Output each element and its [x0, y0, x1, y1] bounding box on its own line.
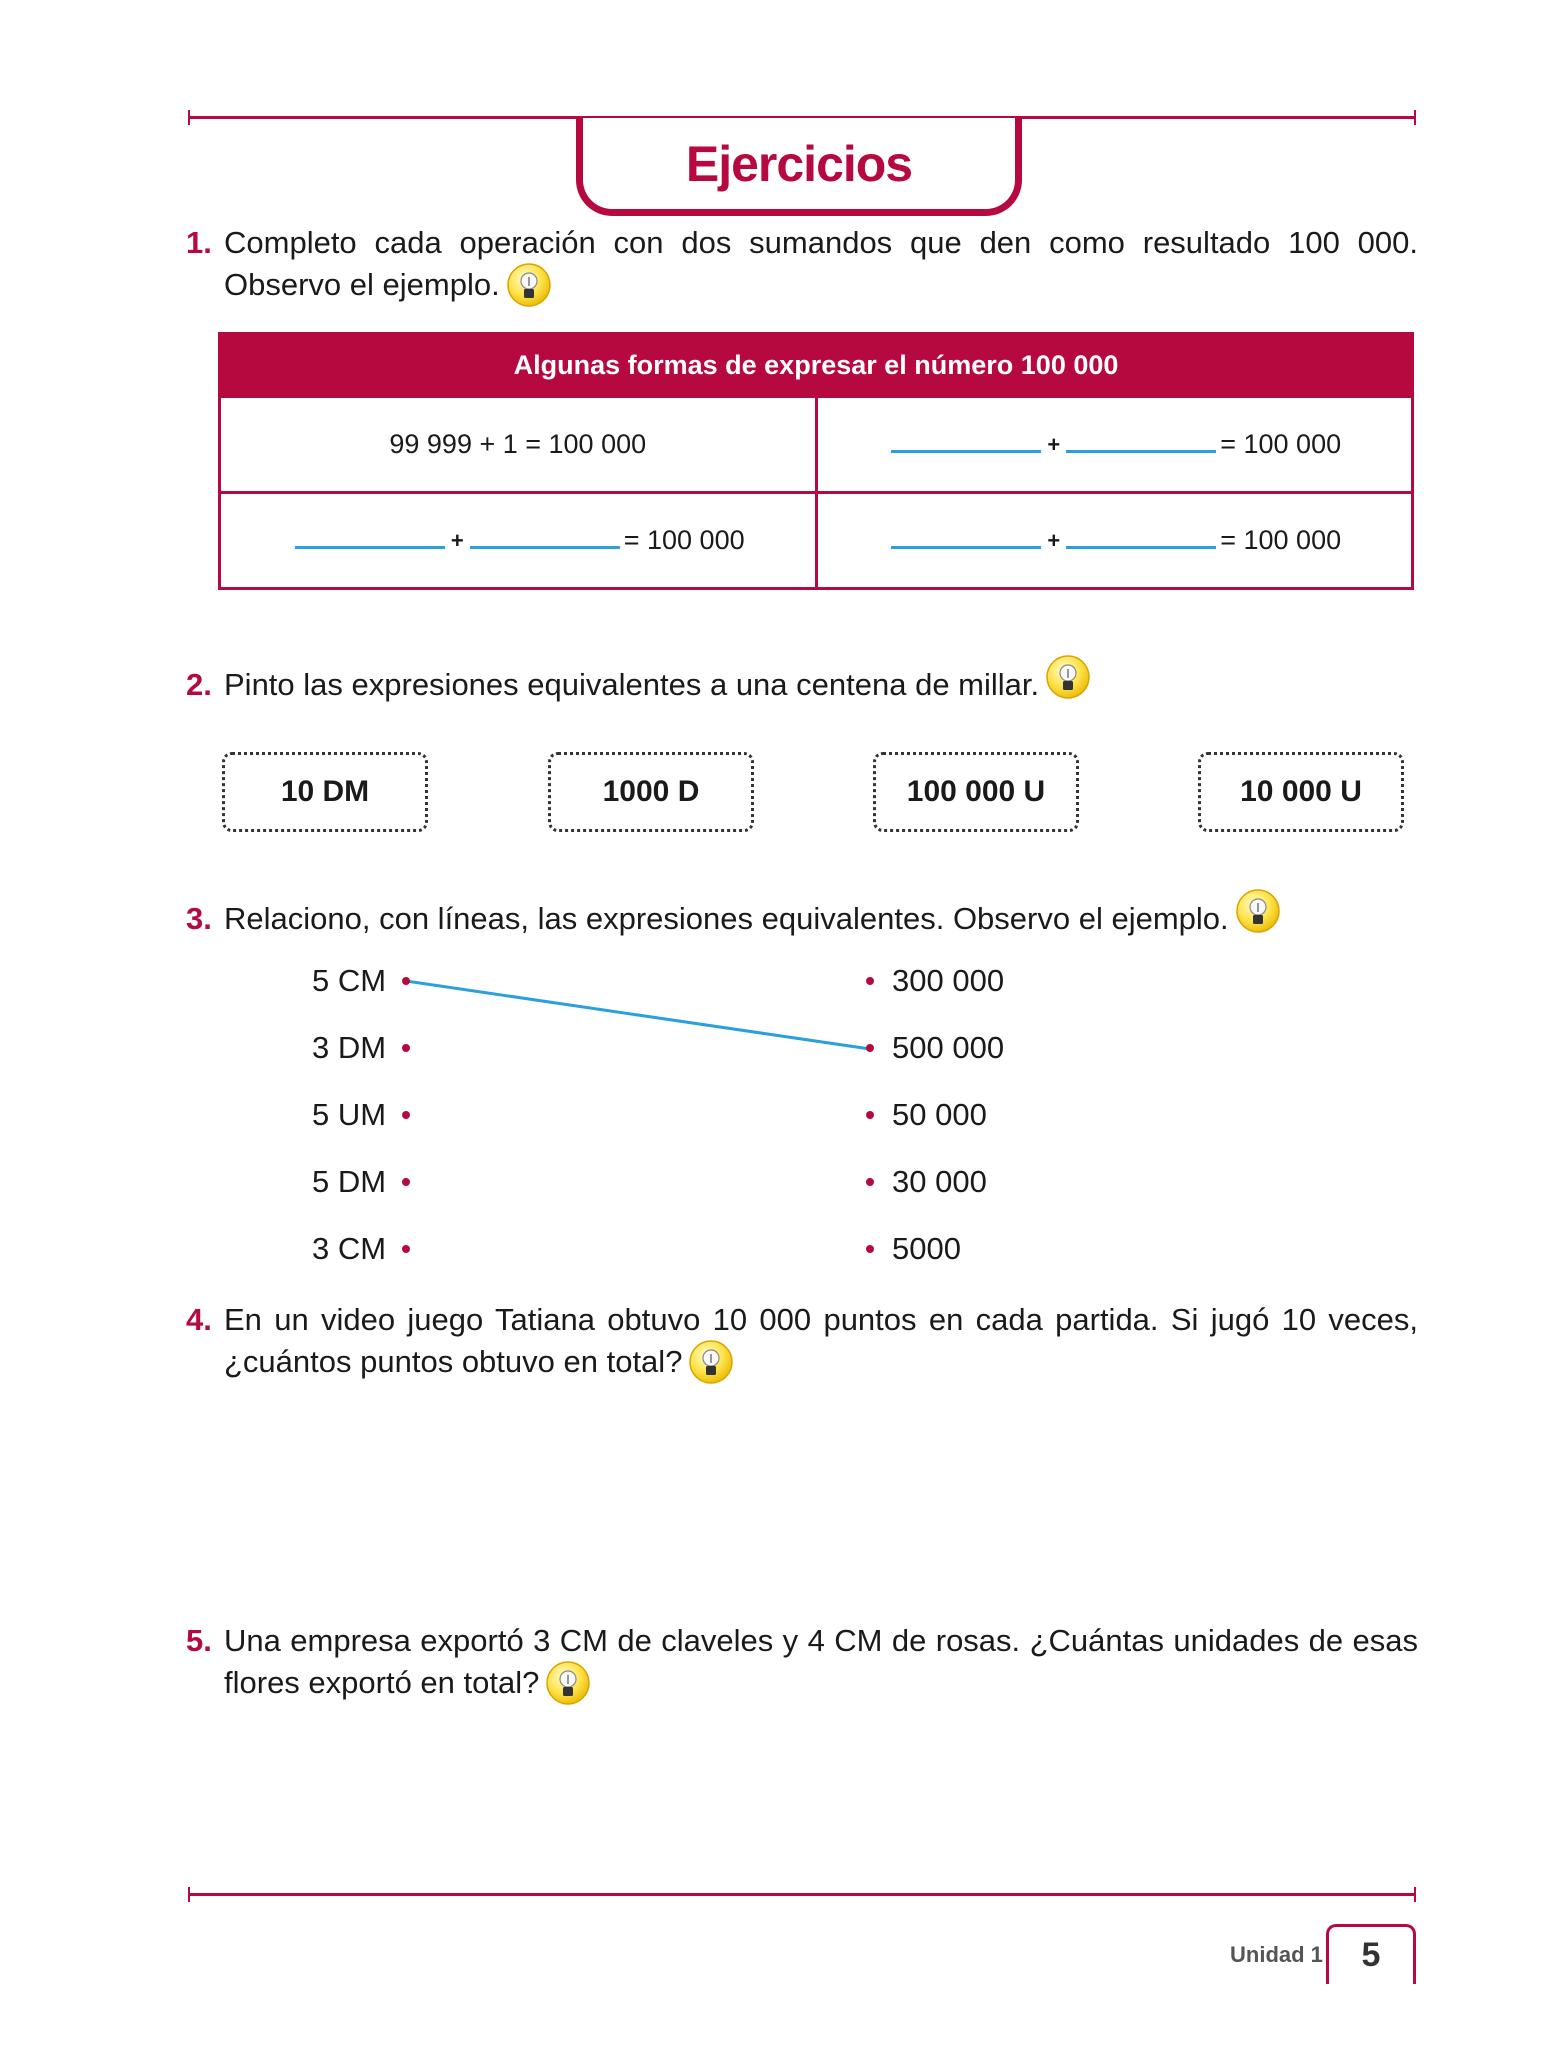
- bottom-rule: [188, 1893, 1416, 1896]
- left-expression: 5 UM: [312, 1097, 387, 1132]
- exercise-number: 5.: [186, 1623, 212, 1658]
- left-expression: 3 CM: [312, 1231, 387, 1266]
- left-dot[interactable]: [402, 1111, 410, 1119]
- page-title: Ejercicios: [685, 135, 913, 192]
- right-dot[interactable]: [866, 977, 874, 985]
- expression-chip[interactable]: 100 000 U: [873, 752, 1079, 832]
- exercise-text: Relaciono, con líneas, las expresiones equivalentes. Observo el ejemplo.: [224, 901, 1229, 937]
- answer-area[interactable]: [224, 1400, 1414, 1590]
- exercise-text: Una empresa exportó 3 CM de claveles y 4 CM de rosas. ¿Cuántas unidades de esas flores exportó en total?: [224, 1623, 1418, 1701]
- table-cell: + = 100 000: [815, 494, 1412, 587]
- left-dot[interactable]: [402, 1044, 410, 1052]
- example-match-line: [406, 981, 870, 1049]
- right-dot[interactable]: [866, 1245, 874, 1253]
- exercise-number: 1.: [186, 225, 212, 260]
- right-expression: 300 000: [892, 963, 1005, 998]
- exercise-number: 3.: [186, 901, 212, 936]
- right-dot[interactable]: [866, 1178, 874, 1186]
- right-expression: 5000: [892, 1231, 961, 1266]
- right-expression: 30 000: [892, 1164, 987, 1199]
- right-expression: 500 000: [892, 1030, 1005, 1065]
- right-dot[interactable]: [866, 1111, 874, 1119]
- exercise-5: [186, 1620, 1418, 1708]
- left-expression: 5 DM: [312, 1164, 387, 1199]
- left-dot[interactable]: [402, 1178, 410, 1186]
- table-cell-example: 99 999 + 1 = 100 000: [389, 429, 647, 459]
- exercise-text: Completo cada operación con dos sumandos que den como resultado 100 000. Observo el ejemplo.: [224, 225, 1418, 303]
- left-dot[interactable]: [402, 977, 410, 985]
- table-cell: + = 100 000: [221, 494, 815, 587]
- exercise-4: [186, 1299, 1418, 1387]
- lightbulb-icon: [545, 1660, 591, 1706]
- answer-area[interactable]: [224, 1720, 1414, 1880]
- exercise-number: 2.: [186, 667, 212, 702]
- unit-label: Unidad 1: [1230, 1942, 1323, 1967]
- exercise-text: En un video juego Tatiana obtuvo 10 000 puntos en cada partida. Si jugó 10 veces, ¿cuántos puntos obtuvo en total?: [224, 1302, 1418, 1380]
- page-number: 5: [1361, 1936, 1381, 1974]
- page-number-tab: [1326, 1924, 1416, 1984]
- expression-chip[interactable]: 10 000 U: [1198, 752, 1404, 832]
- right-expression: 50 000: [892, 1097, 987, 1132]
- left-expression: 5 CM: [312, 963, 387, 998]
- expression-chip[interactable]: 10 DM: [222, 752, 428, 832]
- right-dot[interactable]: [866, 1044, 874, 1052]
- table-cell: + = 100 000: [815, 398, 1412, 491]
- exercise-text: Pinto las expresiones equivalentes a una centena de millar.: [224, 667, 1040, 703]
- lightbulb-icon: [688, 1339, 734, 1385]
- left-dot[interactable]: [402, 1245, 410, 1253]
- left-expression: 3 DM: [312, 1030, 387, 1065]
- table-header: Algunas formas de expresar el número 100 000: [221, 335, 1411, 395]
- exercise-number: 4.: [186, 1302, 212, 1337]
- expression-chip[interactable]: 1000 D: [548, 752, 754, 832]
